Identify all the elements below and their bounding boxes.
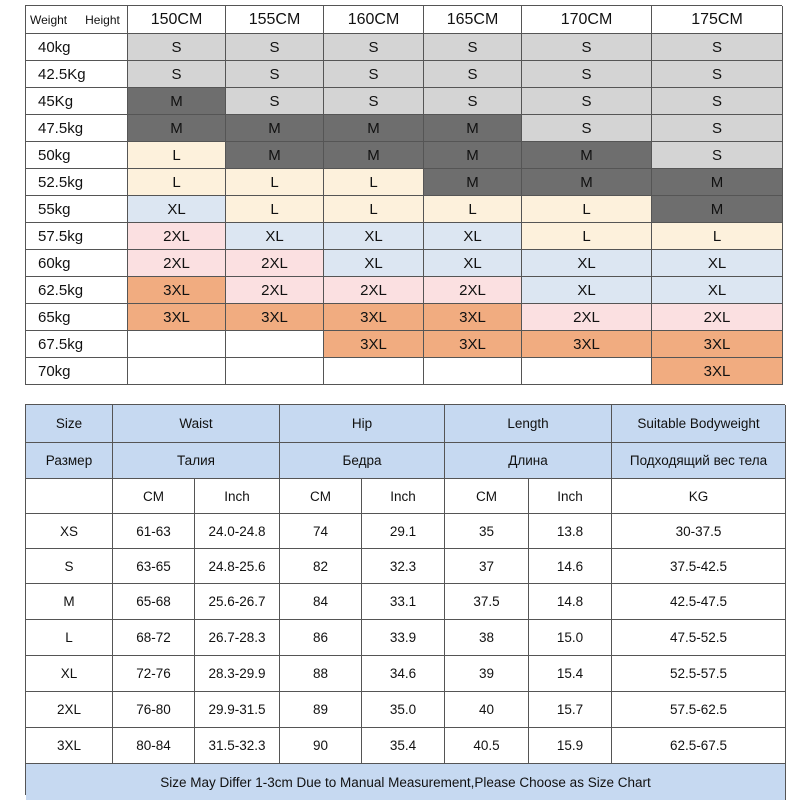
- unit-blank-cell: [26, 479, 113, 514]
- waist-header: Waist: [113, 405, 280, 443]
- weight-height-size-grid: [25, 5, 782, 385]
- size-cell: 2XL: [26, 692, 113, 728]
- size-cell: L: [226, 169, 324, 196]
- length-inch-cell: 15.9: [529, 728, 612, 764]
- size-cell: S: [324, 61, 424, 88]
- size-cell: S: [424, 88, 522, 115]
- length-cm-cell: 35: [445, 514, 529, 549]
- size-cell: M: [26, 584, 113, 620]
- size-cell: S: [424, 34, 522, 61]
- size-cell: M: [424, 142, 522, 169]
- length-cm-cell: 37.5: [445, 584, 529, 620]
- size-cell: S: [128, 61, 226, 88]
- size-cell: [226, 358, 324, 385]
- size-cell: L: [652, 223, 783, 250]
- size-cell: 3XL: [324, 331, 424, 358]
- size-cell: M: [128, 115, 226, 142]
- size-cell: L: [324, 169, 424, 196]
- size-cell: XL: [424, 250, 522, 277]
- size-cell: M: [424, 169, 522, 196]
- hip-cm-cell: 88: [280, 656, 362, 692]
- weight-label: 55kg: [26, 196, 128, 223]
- weight-label: 60kg: [26, 250, 128, 277]
- size-cell: XL: [522, 250, 652, 277]
- length-cm-cell: 37: [445, 549, 529, 584]
- size-cell: S: [522, 88, 652, 115]
- length-cm-cell: 40: [445, 692, 529, 728]
- size-cell: XL: [522, 277, 652, 304]
- weight-label: 65kg: [26, 304, 128, 331]
- hip-inch-cell: 34.6: [362, 656, 445, 692]
- measurement-chart: [25, 404, 785, 795]
- hip-inch-cell: 33.1: [362, 584, 445, 620]
- waist-cm-cell: 65-68: [113, 584, 195, 620]
- size-cell: M: [226, 142, 324, 169]
- size-header: Size: [26, 405, 113, 443]
- measurement-disclaimer: Size May Differ 1-3cm Due to Manual Measurement,Please Choose as Size Chart: [26, 764, 786, 800]
- size-cell: M: [226, 115, 324, 142]
- weight-label: 42.5Kg: [26, 61, 128, 88]
- waist-inch-cell: 31.5-32.3: [195, 728, 280, 764]
- bodyweight-kg-cell: 52.5-57.5: [612, 656, 786, 692]
- bodyweight-kg-cell: 37.5-42.5: [612, 549, 786, 584]
- size-cell: 3XL: [128, 277, 226, 304]
- size-cell: [324, 358, 424, 385]
- size-cell: L: [26, 620, 113, 656]
- height-header: 175CM: [652, 6, 783, 34]
- size-cell: 3XL: [652, 358, 783, 385]
- size-cell: 2XL: [652, 304, 783, 331]
- length-inch-cell: 14.8: [529, 584, 612, 620]
- size-cell: [424, 358, 522, 385]
- waist-inch-cell: 26.7-28.3: [195, 620, 280, 656]
- size-cell: S: [652, 142, 783, 169]
- size-cell: S: [522, 61, 652, 88]
- weight-label: 52.5kg: [26, 169, 128, 196]
- waist-unit-inch: Inch: [195, 479, 280, 514]
- height-header: 155CM: [226, 6, 324, 34]
- weight-label: 45Kg: [26, 88, 128, 115]
- bodyweight-kg-cell: 30-37.5: [612, 514, 786, 549]
- size-cell: S: [652, 88, 783, 115]
- waist-header-ru: Талия: [113, 443, 280, 479]
- size-cell: 3XL: [226, 304, 324, 331]
- size-cell: 3XL: [652, 331, 783, 358]
- hip-inch-cell: 33.9: [362, 620, 445, 656]
- size-cell: 2XL: [324, 277, 424, 304]
- height-header: 165CM: [424, 6, 522, 34]
- size-cell: 3XL: [424, 304, 522, 331]
- hip-cm-cell: 90: [280, 728, 362, 764]
- corner-height-label: Height: [85, 12, 120, 27]
- length-inch-cell: 14.6: [529, 549, 612, 584]
- size-cell: 3XL: [324, 304, 424, 331]
- waist-cm-cell: 72-76: [113, 656, 195, 692]
- waist-cm-cell: 63-65: [113, 549, 195, 584]
- size-cell: S: [324, 88, 424, 115]
- height-header: 150CM: [128, 6, 226, 34]
- size-cell: 3XL: [128, 304, 226, 331]
- size-cell: L: [128, 169, 226, 196]
- size-cell: S: [226, 34, 324, 61]
- size-cell: XL: [26, 656, 113, 692]
- size-cell: [128, 331, 226, 358]
- hip-cm-cell: 82: [280, 549, 362, 584]
- hip-header: Hip: [280, 405, 445, 443]
- length-inch-cell: 15.0: [529, 620, 612, 656]
- size-cell: XS: [26, 514, 113, 549]
- hip-inch-cell: 29.1: [362, 514, 445, 549]
- length-inch-cell: 15.7: [529, 692, 612, 728]
- hip-cm-cell: 89: [280, 692, 362, 728]
- weight-label: 47.5kg: [26, 115, 128, 142]
- weight-label: 50kg: [26, 142, 128, 169]
- waist-inch-cell: 24.8-25.6: [195, 549, 280, 584]
- size-cell: L: [226, 196, 324, 223]
- size-cell: S: [652, 34, 783, 61]
- size-cell: XL: [324, 223, 424, 250]
- length-inch-cell: 13.8: [529, 514, 612, 549]
- size-cell: [522, 358, 652, 385]
- size-cell: S: [226, 61, 324, 88]
- length-cm-cell: 39: [445, 656, 529, 692]
- bodyweight-kg-cell: 42.5-47.5: [612, 584, 786, 620]
- weight-label: 62.5kg: [26, 277, 128, 304]
- weight-label: 57.5kg: [26, 223, 128, 250]
- length-unit-inch: Inch: [529, 479, 612, 514]
- hip-cm-cell: 74: [280, 514, 362, 549]
- bodyweight-unit-kg: KG: [612, 479, 786, 514]
- weight-label: 40kg: [26, 34, 128, 61]
- height-header: 170CM: [522, 6, 652, 34]
- size-cell: XL: [226, 223, 324, 250]
- waist-cm-cell: 76-80: [113, 692, 195, 728]
- length-cm-cell: 40.5: [445, 728, 529, 764]
- length-header-ru: Длина: [445, 443, 612, 479]
- waist-inch-cell: 25.6-26.7: [195, 584, 280, 620]
- length-header: Length: [445, 405, 612, 443]
- size-cell: 3XL: [26, 728, 113, 764]
- size-cell: L: [522, 223, 652, 250]
- size-cell: 2XL: [128, 223, 226, 250]
- size-cell: 3XL: [424, 331, 522, 358]
- hip-inch-cell: 32.3: [362, 549, 445, 584]
- hip-header-ru: Бедра: [280, 443, 445, 479]
- size-cell: [226, 331, 324, 358]
- size-cell: M: [652, 169, 783, 196]
- size-cell: 2XL: [522, 304, 652, 331]
- size-cell: L: [324, 196, 424, 223]
- length-unit-cm: CM: [445, 479, 529, 514]
- waist-inch-cell: 24.0-24.8: [195, 514, 280, 549]
- bodyweight-header-ru: Подходящий вес тела: [612, 443, 786, 479]
- size-cell: 2XL: [128, 250, 226, 277]
- size-cell: M: [522, 169, 652, 196]
- size-cell: XL: [652, 250, 783, 277]
- size-cell: S: [652, 115, 783, 142]
- size-cell: XL: [652, 277, 783, 304]
- waist-cm-cell: 68-72: [113, 620, 195, 656]
- length-cm-cell: 38: [445, 620, 529, 656]
- hip-inch-cell: 35.0: [362, 692, 445, 728]
- corner-weight-label: Weight: [30, 12, 68, 27]
- waist-inch-cell: 29.9-31.5: [195, 692, 280, 728]
- hip-cm-cell: 86: [280, 620, 362, 656]
- hip-inch-cell: 35.4: [362, 728, 445, 764]
- size-cell: XL: [128, 196, 226, 223]
- waist-unit-cm: CM: [113, 479, 195, 514]
- size-cell: L: [424, 196, 522, 223]
- hip-unit-inch: Inch: [362, 479, 445, 514]
- size-cell: M: [522, 142, 652, 169]
- bodyweight-kg-cell: 47.5-52.5: [612, 620, 786, 656]
- hip-cm-cell: 84: [280, 584, 362, 620]
- size-cell: 2XL: [226, 250, 324, 277]
- size-cell: XL: [424, 223, 522, 250]
- bodyweight-kg-cell: 57.5-62.5: [612, 692, 786, 728]
- bodyweight-kg-cell: 62.5-67.5: [612, 728, 786, 764]
- size-cell: [128, 358, 226, 385]
- height-header: 160CM: [324, 6, 424, 34]
- size-cell: 2XL: [424, 277, 522, 304]
- size-cell: S: [652, 61, 783, 88]
- size-cell: S: [26, 549, 113, 584]
- size-cell: M: [652, 196, 783, 223]
- grid-corner-header: [26, 6, 128, 34]
- size-cell: S: [324, 34, 424, 61]
- waist-inch-cell: 28.3-29.9: [195, 656, 280, 692]
- size-cell: S: [522, 34, 652, 61]
- waist-cm-cell: 61-63: [113, 514, 195, 549]
- weight-label: 67.5kg: [26, 331, 128, 358]
- size-cell: M: [424, 115, 522, 142]
- size-cell: XL: [324, 250, 424, 277]
- size-cell: 2XL: [226, 277, 324, 304]
- size-cell: 3XL: [522, 331, 652, 358]
- size-cell: M: [324, 142, 424, 169]
- size-cell: M: [324, 115, 424, 142]
- length-inch-cell: 15.4: [529, 656, 612, 692]
- size-cell: S: [226, 88, 324, 115]
- hip-unit-cm: CM: [280, 479, 362, 514]
- waist-cm-cell: 80-84: [113, 728, 195, 764]
- size-cell: S: [128, 34, 226, 61]
- size-cell: L: [128, 142, 226, 169]
- size-cell: M: [128, 88, 226, 115]
- size-cell: L: [522, 196, 652, 223]
- size-header-ru: Размер: [26, 443, 113, 479]
- weight-label: 70kg: [26, 358, 128, 385]
- bodyweight-header: Suitable Bodyweight: [612, 405, 786, 443]
- size-cell: S: [424, 61, 522, 88]
- size-cell: S: [522, 115, 652, 142]
